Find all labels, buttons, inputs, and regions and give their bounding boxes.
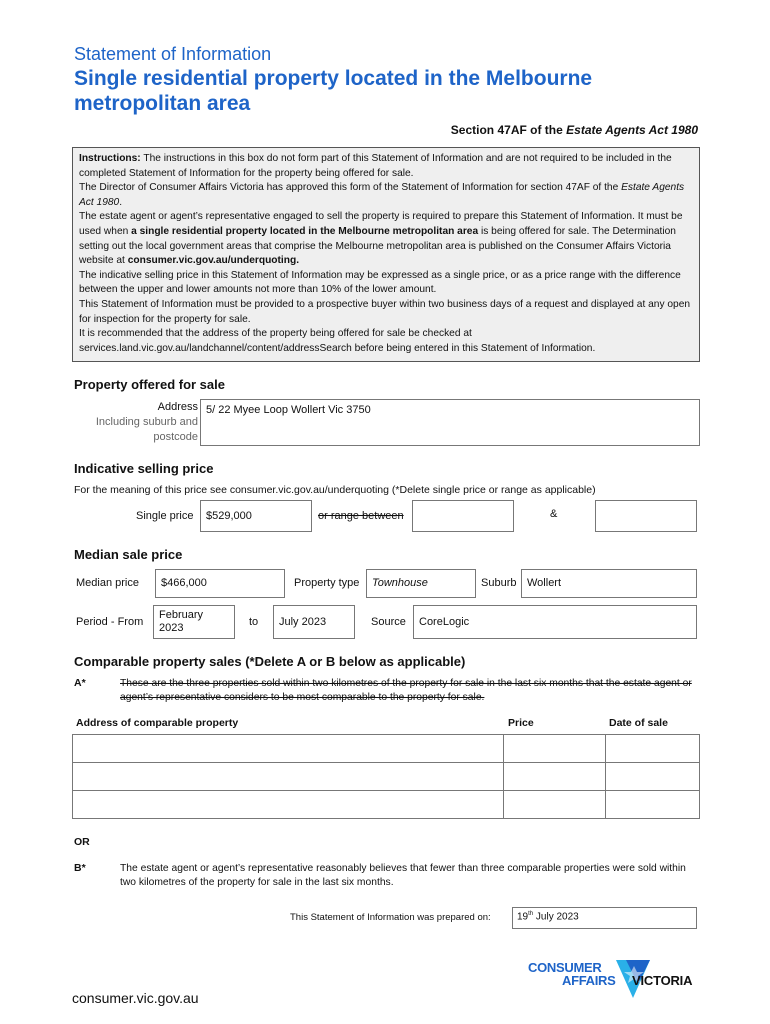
option-b-text: The estate agent or agent’s representative reasonably believes that fewer than three comparable properties were sold within two kilometres of the property for sale in the last six months.	[120, 863, 686, 888]
instructions-text-2b: Estate Agents Act 1980	[79, 182, 685, 208]
prepared-day: 19	[517, 911, 529, 923]
act-name: Estate Agents Act 1980	[566, 123, 698, 137]
col-date-header: Date of sale	[609, 717, 668, 729]
comparable-table	[72, 734, 700, 819]
instructions-text-3a: The estate agent or agent’s representative engaged to sell the property is required to prepare this Statement of Information. It must be used when	[79, 211, 683, 237]
col-price-header: Price	[508, 717, 534, 729]
logo-line-1: CONSUMER	[528, 960, 602, 975]
section-reference	[451, 123, 698, 137]
col-address-header: Address of comparable property	[76, 717, 239, 729]
median-heading: Median sale price	[74, 547, 183, 562]
comp-address-cell[interactable]	[73, 763, 504, 791]
prepared-day-suffix: th	[528, 911, 534, 917]
source-label: Source	[371, 616, 406, 628]
address-hint-2: postcode	[153, 431, 198, 443]
property-heading: Property offered for sale	[74, 377, 225, 392]
prepared-month-year: July 2023	[533, 911, 579, 923]
or-label: OR	[74, 836, 90, 848]
option-a-text: These are the three properties sold within two kilometres of the property for sale in the last six months that the estate agent or agent’s representative considers to be most comparable to the property for sale.	[120, 678, 692, 703]
source-field[interactable]: CoreLogic	[413, 605, 697, 639]
table-row	[73, 735, 700, 763]
address-hint-1: Including suburb and	[95, 416, 198, 428]
underquoting-link[interactable]: consumer.vic.gov.au/underquoting.	[127, 255, 300, 267]
period-from-label: Period - From	[76, 616, 144, 628]
comp-address-cell[interactable]	[73, 791, 504, 819]
instructions-text-3b: a single residential property located in the Melbourne metropolitan area	[131, 225, 479, 237]
property-type-field[interactable]: Townhouse	[366, 569, 476, 598]
comp-price-cell[interactable]	[504, 791, 606, 819]
instructions-text-2a: The Director of Consumer Affairs Victoria has approved this form of the Statement of Information for section 47AF of the	[79, 182, 622, 194]
range-label: or range between	[318, 510, 404, 522]
address-label: Address	[157, 401, 198, 413]
period-to-label: to	[249, 616, 259, 628]
instructions-text-3c: is being offered for sale. The Determination setting out the local government areas that comprise the Melbourne metropolitan area is published on the Consumer Affairs Victoria website at	[79, 225, 676, 267]
option-a-label: A*	[74, 677, 86, 689]
price-note: For the meaning of this price see consumer.vic.gov.au/underquoting (*Delete single price or range as applicable)	[74, 484, 596, 496]
address-label-group	[80, 400, 198, 445]
comp-address-cell[interactable]	[73, 735, 504, 763]
comparable-heading: Comparable property sales (*Delete A or B below as applicable)	[74, 654, 466, 669]
logo-line-2: AFFAIRS	[562, 973, 616, 988]
form-subtitle: Statement of Information	[74, 44, 272, 64]
suburb-field[interactable]: Wollert	[521, 569, 697, 598]
instructions-paragraph-4: The indicative selling price in this Statement of Information may be expressed as a single price, or as a price range with the difference between the upper and lower amounts not more than 10% of the lower amount.	[79, 269, 681, 296]
instructions-text-2c: .	[119, 196, 123, 208]
comp-price-cell[interactable]	[504, 735, 606, 763]
instructions-paragraph-2	[79, 181, 693, 210]
period-from-field[interactable]: February 2023	[153, 605, 235, 639]
property-type-label: Property type	[294, 577, 360, 589]
single-price-label: Single price	[136, 510, 194, 522]
prepared-date-field[interactable]	[512, 907, 697, 929]
instructions-label: Instructions:	[79, 153, 141, 164]
comp-date-cell[interactable]	[606, 763, 700, 791]
instructions-paragraph-6: It is recommended that the address of the property being offered for sale be checked at services.land.vic.gov.au/landchannel/content/addressSearch before being entered in this Statement of Information.	[79, 328, 596, 354]
range-ampersand: &	[550, 508, 558, 520]
single-price-field[interactable]: $529,000	[200, 500, 312, 532]
footer-url[interactable]: consumer.vic.gov.au	[72, 990, 199, 1006]
comp-price-cell[interactable]	[504, 763, 606, 791]
address-field[interactable]: 5/ 22 Myee Loop Wollert Vic 3750	[200, 399, 700, 446]
suburb-label: Suburb	[481, 577, 517, 589]
table-row	[73, 763, 700, 791]
consumer-affairs-victoria-logo	[528, 956, 703, 1006]
option-b-label: B*	[74, 862, 86, 874]
period-to-field[interactable]: July 2023	[273, 605, 355, 639]
instructions-paragraph-5: This Statement of Information must be provided to a prospective buyer within two business days of a request and displayed at any open for inspection for the property for sale.	[79, 298, 691, 325]
instructions-text-1: The instructions in this box do not form part of this Statement of Information and are not required to be included in the completed Statement of Information for the property being offered for sale.	[79, 153, 672, 179]
median-price-label: Median price	[76, 577, 139, 589]
range-low-field[interactable]	[412, 500, 514, 532]
prepared-label: This Statement of Information was prepared on:	[290, 912, 491, 923]
page-title: Single residential property located in the Melbourne metropolitan area	[74, 67, 593, 115]
section-prefix: Section 47AF of the	[450, 123, 567, 137]
instructions-box	[72, 147, 700, 362]
table-row	[73, 791, 700, 819]
range-high-field[interactable]	[595, 500, 697, 532]
instructions-paragraph-3	[79, 210, 693, 268]
median-price-field[interactable]: $466,000	[155, 569, 285, 598]
logo-line-3: VICTORIA	[632, 973, 693, 988]
instructions-paragraph-1	[79, 152, 693, 181]
comp-date-cell[interactable]	[606, 791, 700, 819]
price-heading: Indicative selling price	[74, 461, 214, 476]
comp-date-cell[interactable]	[606, 735, 700, 763]
